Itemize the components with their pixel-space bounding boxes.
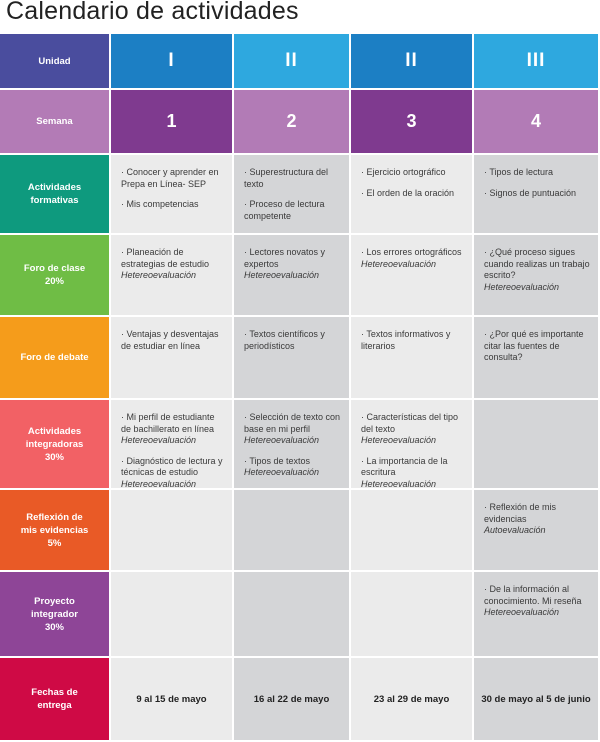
evaluation-type: Hetereoevaluación [361, 258, 437, 269]
semana-label-cell [0, 90, 109, 153]
unit-header-2 [234, 34, 349, 88]
evaluation-type: Hetereoevaluación [361, 478, 437, 489]
row-label: Reflexión de mis evidencias 5% [20, 511, 89, 549]
week-header-2 [234, 90, 349, 153]
evaluation-type: Hetereoevaluación [121, 478, 197, 489]
evaluation-type: Hetereoevaluación [244, 270, 320, 280]
activity-item [484, 584, 590, 619]
activity-text: · Ventajas y desventajas de estudiar en línea [121, 329, 219, 351]
activity-cell [111, 317, 232, 398]
activity-cell [234, 400, 349, 488]
activity-cell [234, 572, 349, 656]
row-label: Actividades integradoras 30% [25, 425, 84, 463]
activity-text: · La importancia de la escritura [361, 455, 448, 477]
activity-item [484, 502, 590, 537]
activity-text: · ¿Por qué es importante citar las fuentes de consulta? [484, 329, 584, 362]
activity-item [361, 412, 464, 447]
activity-text: · De la información al conocimiento. Mi reseña [484, 584, 582, 606]
activity-item [361, 456, 464, 491]
semana-label: Semana [36, 116, 73, 127]
activity-text: · Los errores ortográficos [361, 247, 462, 257]
evaluation-type: Hetereoevaluación [244, 435, 320, 445]
activity-text: · Ejercicio ortográfico [361, 167, 446, 177]
due-date-cell [111, 658, 232, 740]
activity-text: · El orden de la oración [361, 187, 455, 198]
row-label: Proyecto integrador 30% [31, 595, 78, 633]
week-header-1 [111, 90, 232, 153]
fechas-label-cell [0, 658, 109, 740]
activity-cell [234, 490, 349, 570]
activity-cell [474, 235, 598, 315]
row-label: Foro de clase 20% [23, 263, 86, 287]
due-date-cell [234, 658, 349, 740]
activity-cell [351, 155, 472, 233]
unit-roman-numeral: I [168, 50, 175, 71]
activity-text: · Proceso de lectura competente [244, 199, 325, 221]
week-header-4 [474, 90, 598, 153]
activity-text: · Tipos de textos [244, 455, 311, 466]
row-label-cell [0, 572, 109, 656]
activity-cell [351, 572, 472, 656]
activity-cell [111, 235, 232, 315]
activity-item [121, 247, 224, 282]
week-header-3 [351, 90, 472, 153]
week-number: 2 [286, 111, 297, 131]
unit-roman-numeral: II [285, 50, 298, 71]
activity-cell [351, 235, 472, 315]
unit-roman-numeral: III [526, 50, 546, 71]
activity-item [361, 167, 464, 179]
activity-cell [111, 155, 232, 233]
activity-item [244, 247, 341, 282]
due-date: 9 al 15 de mayo [136, 693, 207, 705]
due-date: 16 al 22 de mayo [253, 693, 330, 705]
activity-cell [474, 155, 598, 233]
activity-item [121, 412, 224, 447]
activity-cell [474, 400, 598, 488]
activity-text: · Características del tipo del texto [361, 412, 459, 434]
activity-item [121, 167, 224, 190]
due-date: 30 de mayo al 5 de junio [481, 693, 591, 705]
page-title: Calendario de actividades [6, 0, 299, 25]
activity-text: · Conocer y aprender en Prepa en Línea- SEP [121, 167, 219, 189]
activity-cell [351, 317, 472, 398]
due-date-cell [474, 658, 598, 740]
activity-cell [234, 317, 349, 398]
evaluation-type: Hetereoevaluación [361, 435, 437, 445]
activity-text: · Reflexión de mis evidencias [484, 502, 557, 524]
activity-cell [111, 572, 232, 656]
activity-item [361, 247, 464, 270]
activity-cell [111, 400, 232, 488]
activity-text: · Diagnóstico de lectura y técnicas de estudio [121, 455, 223, 477]
activity-item [244, 456, 341, 479]
row-label: Actividades formativas [27, 182, 82, 206]
activity-cell [474, 572, 598, 656]
activity-item [121, 456, 224, 491]
activity-cell [234, 155, 349, 233]
activity-text: · Textos científicos y periodísticos [244, 329, 325, 351]
activity-text: · Planeación de estrategias de estudio [121, 247, 210, 269]
activity-item [121, 199, 224, 211]
due-date: 23 al 29 de mayo [373, 693, 450, 705]
activity-text: · Superestructura del texto [244, 167, 329, 189]
activity-cell [111, 490, 232, 570]
unit-roman-numeral: II [405, 50, 418, 71]
evaluation-type: Hetereoevaluación [121, 270, 197, 280]
unit-header-4 [474, 34, 598, 88]
activity-cell [351, 400, 472, 488]
activity-cell [234, 235, 349, 315]
activity-text: · Selección de texto con base en mi perfil [244, 412, 341, 434]
week-number: 1 [166, 111, 177, 131]
evaluation-type: Hetereoevaluación [244, 467, 320, 477]
activity-item [484, 329, 590, 364]
activity-item [244, 199, 341, 222]
activity-text: · Mis competencias [121, 199, 199, 209]
activity-text: · Textos informativos y literarios [361, 329, 451, 351]
unit-header-3 [351, 34, 472, 88]
row-label: Foro de debate [20, 352, 89, 363]
row-label-cell [0, 317, 109, 398]
activity-text: · Signos de puntuación [484, 187, 577, 198]
due-date-cell [351, 658, 472, 740]
row-label-cell [0, 235, 109, 315]
activity-text: · Tipos de lectura [484, 167, 554, 177]
activity-cell [474, 317, 598, 398]
row-label-cell [0, 155, 109, 233]
evaluation-type: Hetereoevaluación [484, 607, 560, 617]
activity-text: · Lectores novatos y expertos [244, 247, 326, 269]
activity-item [244, 329, 341, 352]
row-label: Fechas de entrega [31, 687, 78, 711]
unit-header-1 [111, 34, 232, 88]
week-number: 4 [530, 111, 541, 131]
activity-item [121, 329, 224, 352]
activity-item [244, 412, 341, 447]
row-label-cell [0, 400, 109, 488]
evaluation-type: Hetereoevaluación [121, 435, 197, 445]
week-number: 3 [406, 111, 417, 131]
activity-cell [351, 490, 472, 570]
activity-item [484, 247, 590, 293]
activity-item [361, 329, 464, 352]
evaluation-type: Hetereoevaluación [484, 281, 560, 292]
activity-cell [474, 490, 598, 570]
activity-text: · ¿Qué proceso sigues cuando realizas un trabajo escrito? [484, 247, 590, 280]
activity-item [484, 167, 590, 179]
activity-text: · Mi perfil de estudiante de bachillerato en línea [121, 412, 215, 434]
activity-item [244, 167, 341, 190]
unidad-label-cell [0, 34, 109, 88]
activity-item [361, 188, 464, 200]
activity-item [484, 188, 590, 200]
unidad-label: Unidad [38, 55, 71, 67]
row-label-cell [0, 490, 109, 570]
evaluation-type: Autoevaluación [484, 525, 546, 535]
